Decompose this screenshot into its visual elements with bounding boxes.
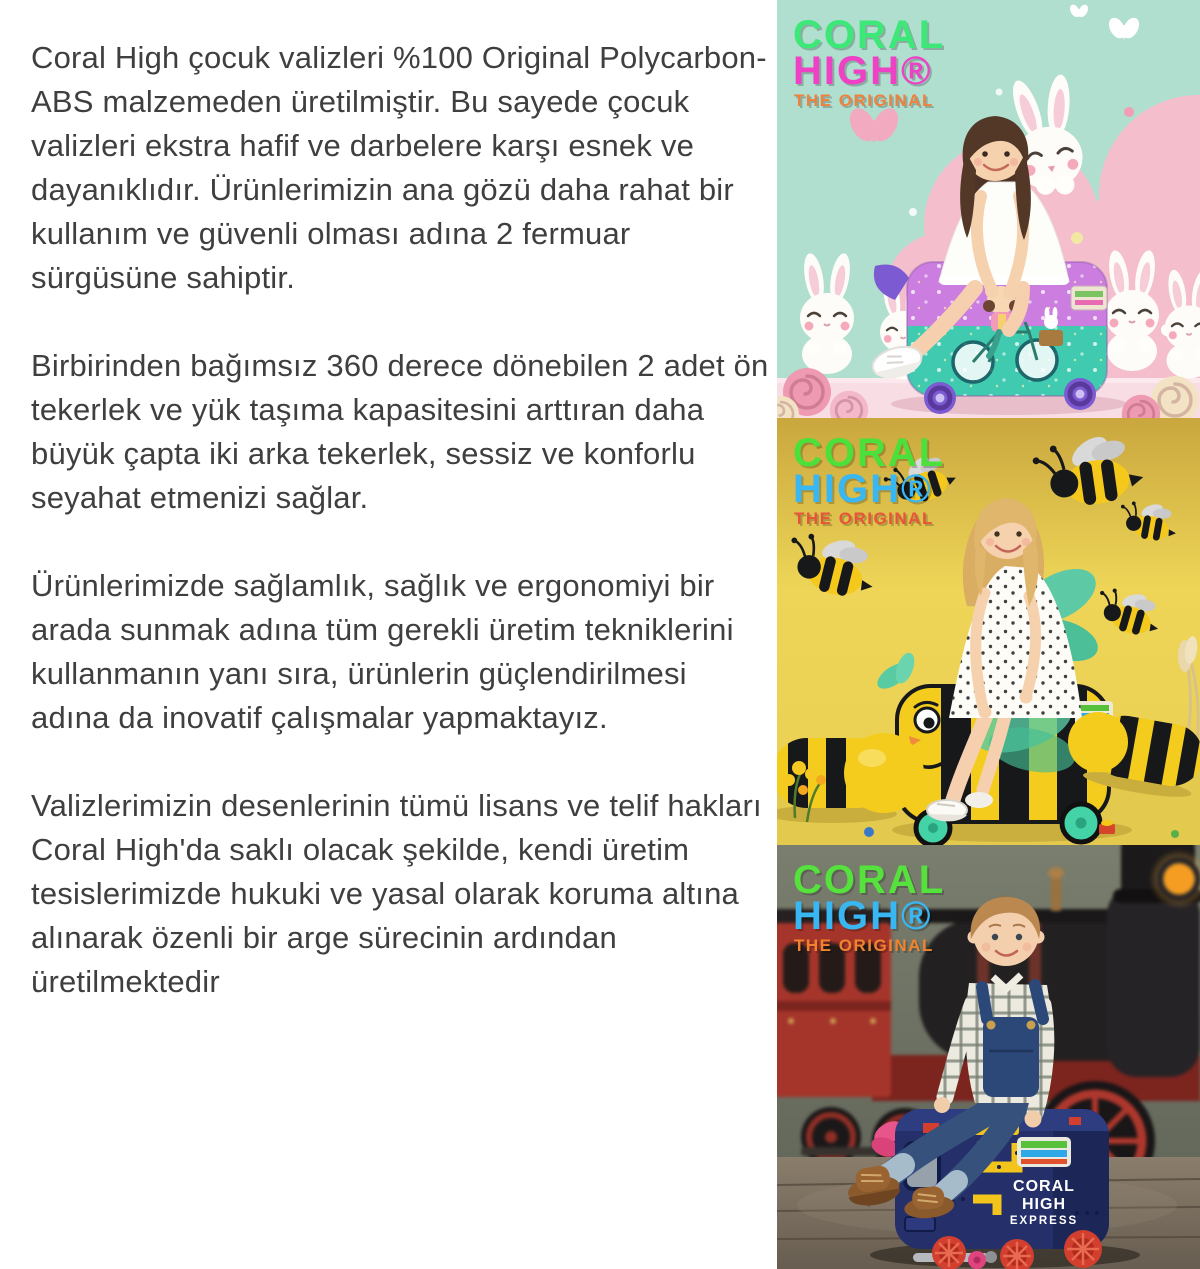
brand-logo	[793, 431, 945, 528]
train-smokebox	[1107, 885, 1200, 1077]
brand-logo	[793, 858, 945, 955]
description-text	[31, 36, 769, 1048]
brand-logo-high: HIGH®	[793, 467, 933, 511]
express-line-express: EXPRESS	[1009, 1215, 1079, 1227]
brand-logo-original: THE ORIGINAL	[794, 91, 934, 110]
girl-shoe	[965, 792, 993, 808]
train-scene-illustration	[777, 845, 1200, 1269]
brand-logo-original: THE ORIGINAL	[794, 936, 934, 955]
bunny-plush	[1165, 268, 1200, 378]
girl-shoe	[927, 800, 967, 821]
description-paragraph-2: Birbirinden bağımsız 360 derece dönebilen 2 adet ön tekerlek ve yük taşıma kapasitesini arttıran daha büyük çapta iki arka tekerlek, sessiz ve konforlu seyahat etmenizi sağlar.	[31, 348, 769, 515]
description-paragraph-3: Ürünlerimizde sağlamlık, sağlık ve ergonomiyi bir arada sunmak adına tüm gerekli üretim tekniklerini kullanmanın yanı sıra, ürünlerin güçlendirilmesi adına da inovatif çalışmalar yapmaktayız.	[31, 568, 734, 735]
product-photo-bee	[777, 418, 1200, 845]
brand-logo	[793, 13, 945, 110]
brand-logo-high: HIGH®	[793, 894, 933, 938]
description-paragraph-1: Coral High çocuk valizleri %100 Original Polycarbon-ABS malzemeden üretilmiştir. Bu sayede çocuk valizleri ekstra hafif ve darbelere karşı esnek ve dayanıklıdır. Ürünlerimizin ana gözü daha rahat bir kullanım ve güvenli olması adına 2 fermuar sürgüsüne sahiptir.	[31, 40, 767, 295]
description-paragraph-4: Valizlerimizin desenlerinin tümü lisans ve telif hakları Coral High'da saklı olacak şekilde, kendi üretim tesislerimizde hukuki ve yasal olarak koruma altına alınarak özenli bir arge sürecinin ardından üretilmektedir	[31, 788, 762, 999]
express-line-high: HIGH	[1022, 1196, 1066, 1213]
brand-logo-coral: CORAL	[793, 13, 946, 57]
product-photo-bunny	[777, 0, 1200, 418]
suitcase-brand-patch	[1071, 286, 1107, 310]
bee-scene-illustration	[777, 418, 1200, 845]
train-headlight	[1164, 864, 1194, 894]
product-photos	[777, 0, 1200, 1269]
brand-logo-coral: CORAL	[793, 858, 946, 902]
product-photo-train	[777, 845, 1200, 1269]
brand-logo-coral: CORAL	[793, 431, 946, 475]
brand-logo-original: THE ORIGINAL	[794, 509, 934, 528]
suitcase-brand-patch	[1017, 1137, 1071, 1167]
express-line-coral: CORAL	[1013, 1178, 1075, 1195]
brand-logo-high: HIGH®	[793, 49, 933, 93]
bunny-scene-illustration	[777, 0, 1200, 418]
